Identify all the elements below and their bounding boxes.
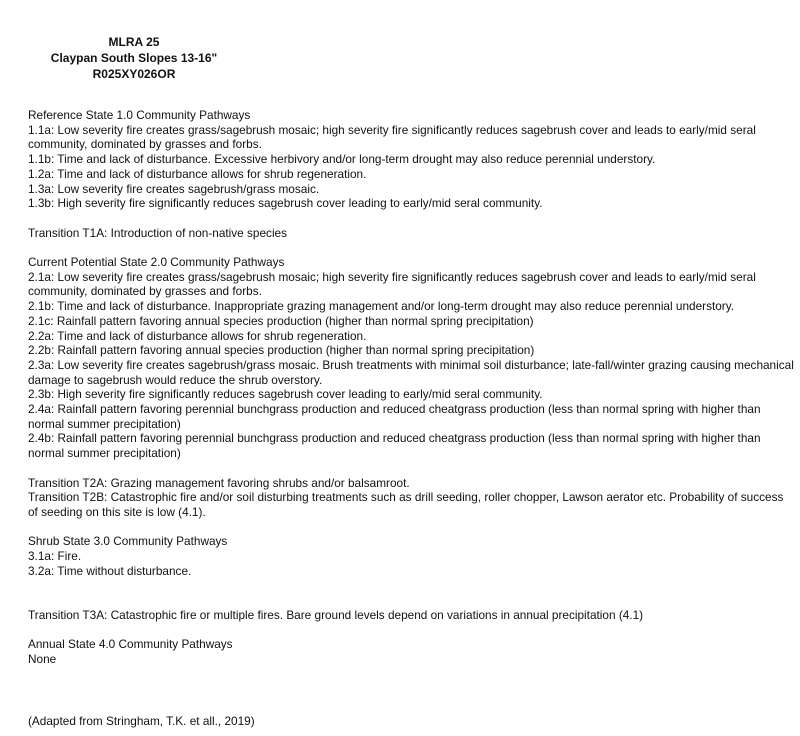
pathway-item: 3.2a: Time without disturbance. bbox=[28, 563, 192, 578]
spacer bbox=[28, 623, 796, 638]
pathway-item: None bbox=[28, 651, 57, 666]
section-title: Reference State 1.0 Community Pathways bbox=[28, 108, 251, 122]
pathway-item: 2.3a: Low severity fire creates sagebrush/grass mosaic. Brush treatments with minimal soil disturbance; late-fall/winter grazing causing mechanical damage to sagebrush would reduce the shrub overstory. bbox=[28, 357, 794, 387]
document-header bbox=[28, 34, 240, 82]
section-transition-t2 bbox=[28, 476, 796, 520]
pathway-item: 2.2b: Rainfall pattern favoring annual species production (higher than normal spring precipitation) bbox=[28, 343, 535, 358]
section-title: Current Potential State 2.0 Community Pathways bbox=[28, 255, 285, 269]
section-reference-state bbox=[28, 108, 796, 211]
transition-item: Transition T2B: Catastrophic fire and/or soil disturbing treatments such as drill seeding, roller chopper, Lawson aerator etc. Probability of success of seeding on this site is low (4.1). bbox=[28, 490, 784, 519]
pathway-item: 2.3b: High severity fire significantly reduces sagebrush cover leading to early/mid seral community. bbox=[28, 387, 543, 402]
section-transition-t1a bbox=[28, 226, 796, 241]
transition-title: Transition T2A: Grazing management favoring shrubs and/or balsamroot. bbox=[28, 475, 410, 490]
pathway-item: 1.1a: Low severity fire creates grass/sagebrush mosaic; high severity fire significantly reduces sagebrush cover and leads to early/mid seral community, dominated by grasses and forbs. bbox=[28, 122, 756, 152]
section-shrub-state bbox=[28, 534, 796, 578]
spacer bbox=[28, 240, 796, 255]
spacer bbox=[28, 461, 796, 476]
pathway-item: 2.1c: Rainfall pattern favoring annual species production (higher than normal spring precipitation) bbox=[28, 313, 534, 328]
pathway-item: 1.3a: Low severity fire creates sagebrush/grass mosaic. bbox=[28, 181, 320, 196]
section-title: Shrub State 3.0 Community Pathways bbox=[28, 534, 228, 549]
pathway-item: 2.2a: Time and lack of disturbance allows for shrub regeneration. bbox=[28, 328, 367, 343]
pathway-item: 2.4b: Rainfall pattern favoring perennial bunchgrass production and reduced cheatgrass production (less than normal spring with higher than normal summer precipitation) bbox=[28, 431, 761, 461]
pathway-item: 1.2a: Time and lack of disturbance allows for shrub regeneration. bbox=[28, 166, 367, 181]
site-id: R025XY026OR bbox=[92, 67, 176, 81]
spacer bbox=[28, 520, 796, 535]
citation: (Adapted from Stringham, T.K. et all., 2019) bbox=[28, 714, 255, 728]
document-body bbox=[28, 108, 796, 667]
pathway-item: 1.1b: Time and lack of disturbance. Excessive herbivory and/or long-term drought may also reduce perennial understory. bbox=[28, 152, 656, 167]
transition-title: Transition T1A: Introduction of non-native species bbox=[28, 225, 288, 240]
section-title: Annual State 4.0 Community Pathways bbox=[28, 637, 233, 652]
mlra-label: MLRA 25 bbox=[108, 35, 160, 49]
pathway-item: 2.1a: Low severity fire creates grass/sagebrush mosaic; high severity fire significantly reduces sagebrush cover and leads to early/mid seral community, dominated by grasses and forbs. bbox=[28, 269, 756, 299]
transition-title: Transition T3A: Catastrophic fire or multiple fires. Bare ground levels depend on variations in annual precipitation (4.1) bbox=[28, 607, 644, 622]
pathway-item: 1.3b: High severity fire significantly reduces sagebrush cover leading to early/mid seral community. bbox=[28, 196, 543, 211]
pathway-item: 2.1b: Time and lack of disturbance. Inappropriate grazing management and/or long-term drought may also reduce perennial understory. bbox=[28, 299, 735, 314]
pathway-item: 3.1a: Fire. bbox=[28, 549, 82, 564]
site-name: Claypan South Slopes 13-16" bbox=[50, 51, 218, 65]
section-annual-state bbox=[28, 637, 796, 666]
section-transition-t3a bbox=[28, 608, 796, 623]
section-current-potential-state bbox=[28, 255, 796, 461]
spacer bbox=[28, 578, 796, 607]
spacer bbox=[28, 211, 796, 226]
pathway-item: 2.4a: Rainfall pattern favoring perennial bunchgrass production and reduced cheatgrass production (less than normal spring with higher than normal summer precipitation) bbox=[28, 402, 761, 431]
